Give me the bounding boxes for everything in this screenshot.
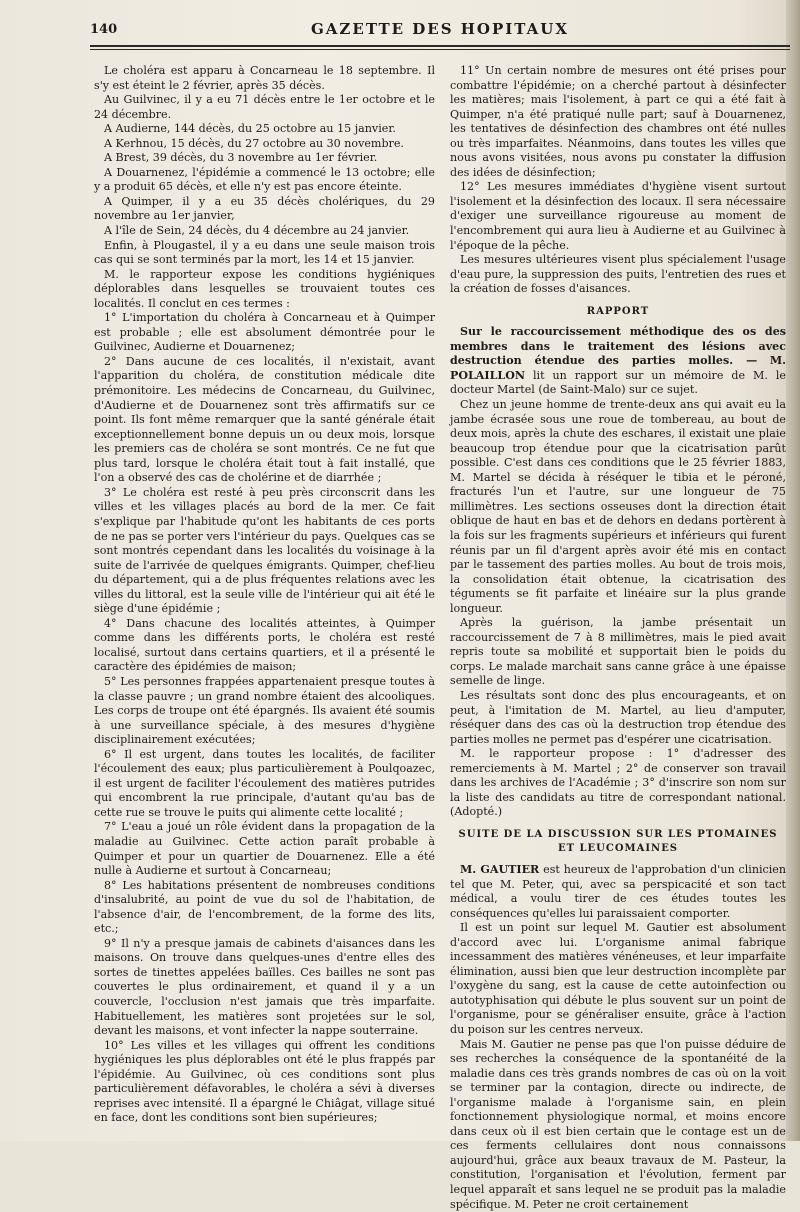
header-rule-thin [90,49,790,50]
paragraph: A Quimper, il y a eu 35 décès cholériques, du 29 novembre au 1er janvier, [94,194,435,223]
conclusion-item: 12° Les mesures immédiates d'hygiène visent surtout l'isolement et la désinfection des locaux. Il sera nécessaire d'exiger une surveillance rigoureuse au moment de l'encombrement qui aura lieu à Audierne et au Guilvinec à l'époque de la pêche. [450,180,786,252]
conclusion-item: 5° Les personnes frappées appartenaient presque toutes à la classe pauvre ; un grand nombre étaient des alcooliques. Les corps de troupe ont été épargnés. Ils avaient été soumis à une surveillance spéciale, à des mesures d'hygiène disciplinairement exécutées; [94,674,435,747]
discussion-author: M. GAUTIER [460,862,540,876]
paragraph: Les résultats sont donc des plus encourageants, et on peut, à l'imitation de M. Martel, au lieu d'amputer, réséquer dans des cas où la destruction trop étendue des parties molles ne permet pas d'espérer une cicatrisation. [450,688,786,746]
paragraph: A Brest, 39 décès, du 3 novembre au 1er février. [104,151,378,165]
rapport-lead-rest: lit un rapport sur un mémoire de M. le docteur Martel (de Saint-Malo) sur ce sujet. [450,368,786,397]
paragraph: Au Guilvinec, il y a eu 71 décès entre le 1er octobre et le 24 décembre. [94,93,435,121]
discussion-lead-paragraph [450,863,786,921]
paragraph: Le choléra est apparu à Concarneau le 18 septembre. Il s'y est éteint le 2 février, après 35 décès. [94,64,435,92]
page-binding-edge [786,0,800,1141]
paragraph: Chez un jeune homme de trente-deux ans qui avait eu la jambe écrasée sous une roue de tombereau, au bout de deux mois, après la chute des eschares, il existait une plaie beaucoup trop étendue pour que la cicatrisation parût possible. C'est dans ces conditions que le 25 février 1883, M. Martel se décida à réséquer le tibia et le péroné, fracturés l'un et l'autre, sur une longueur de 75 millimètres. Les sections osseuses dont la direction était oblique de haut en bas et de dehors en dedans portèrent à la fois sur les fragments supérieurs et inférieurs qui furent réunis par un fil d'argent après avoir été mis en contact par le tassement des parties molles. Au bout de trois mois, la consolidation était obtenue, la cicatrisation des téguments se fit parfaite et linéaire sur la plus grande longueur. [450,398,786,615]
header-rule [90,45,790,47]
paragraph: A Douarnenez, l'épidémie a commencé le 13 octobre; elle y a produit 65 décès, et elle n'y est pas encore éteinte. [94,165,435,194]
running-title: GAZETTE DES HOPITAUX [310,20,569,38]
paragraph: Il est un point sur lequel M. Gautier est absolument d'accord avec lui. L'organisme animal fabrique incessamment des matières vénéneuses, et leur imparfaite élimination, aussi bien que leur destruction incomplète par l'oxygène du sang, est la cause de cette autoinfection ou autotyphisation qui débute le plus souvent sur un point de l'organisme, pour se généraliser ensuite, grâce à l'action du poison sur les centres nerveux. [450,921,786,1036]
left-column [94,64,435,1126]
paragraph: A l'île de Sein, 24 décès, du 4 décembre au 24 janvier. [104,224,410,238]
paragraph: Mais M. Gautier ne pense pas que l'on puisse déduire de ses recherches la conséquence de la spontanéité de la maladie dans ces très grands nombres de cas où on la voit se terminer par la contagion, directe ou indirecte, de l'organisme malade à l'organisme sain, en plein fonctionnement physiologique normal, et moins encore dans ceux où il est bien certain que le contage est un de ces ferments cellulaires dont nous connaissons aujourd'hui, grâce aux beaux travaux de M. Pasteur, la constitution, l'organisation et l'évolution, ferment par lequel apparaît et sans lequel ne se produit pas la maladie spécifique. M. Peter ne croit certainement [450,1037,786,1211]
discussion-lead-rest: est heureux de l'approbation d'un clinicien tel que M. Peter, qui, avec sa perspicacité et son tact médical, a voulu tirer de ces études toutes les conséquences qu'elles lui paraissaient comporter. [450,862,786,920]
conclusion-item: 8° Les habitations présentent de nombreuses conditions d'insalubrité, au point de vue du sol de l'habitation, de l'absence d'air, de l'encombrement, de la forme des lits, etc.; [94,878,435,936]
page-header [90,18,790,40]
right-column [450,64,786,1212]
rapport-author: M. POLAILLON [450,354,786,382]
conclusion-item: 4° Dans chacune des localités atteintes, à Quimper comme dans les différents ports, le choléra est resté localisé, surtout dans certains quartiers, et il a présenté le caractère des épidémies de maison; [94,616,435,674]
rapport-lead: Sur le raccourcissement méthodique des os des membres dans le traitement des lésions avec destruction étendue des parties molles. — [450,325,786,368]
paragraph: M. le rapporteur propose : 1° d'adresser des remerciements à M. Martel ; 2° de conserver son travail dans les archives de l'Académie ; 3° d'inscrire son nom sur la liste des candidats au titre de correspondant national. (Adopté.) [450,747,786,819]
discussion-heading-line-2: ET LEUCOMAINES [557,843,679,855]
conclusion-item: 11° Un certain nombre de mesures ont été prises pour combattre l'épidémie; on a cherché partout à désinfecter les matières; mais l'isolement, à part ce qui a été fait à Quimper, n'a été pratiqué nulle part; sauf à Douarnenez, les tentatives de désinfection des chambres ont été nulles ou très imparfaites. Néanmoins, dans toutes les villes que nous avons visitées, nous avons pu constater la diffusion des idées de désinfection; [450,64,786,179]
paragraph: A Kerhnou, 15 décès, du 27 octobre au 30 novembre. [104,136,404,150]
discussion-heading-line-1: SUITE DE LA DISCUSSION SUR LES PTOMAINES [458,828,778,840]
conclusion-item: 3° Le choléra est resté à peu près circonscrit dans les villes et les villages placés au bord de la mer. Ce fait s'explique par l'habitude qu'ont les habitants de ces ports de ne pas se porter vers l'intérieur du pays. Quelques cas se sont montrés cependant dans les localités du voisinage à la suite de l'arrivée de quelques émigrants. Quimper, chef-lieu du département, qui a de plus fréquentes relations avec les villes du littoral, est la seule ville de l'intérieur qui ait été le siège d'une épidémie ; [94,485,435,616]
conclusion-item: 10° Les villes et les villages qui offrent les conditions hygiéniques les plus déplorables ont été le plus frappés par l'épidémie. Au Guilvinec, où ces conditions sont plus particulièrement défavorables, le choléra a sévi à diverses reprises avec intensité. Il a épargné le Chiâgat, village situé en face, dont les conditions sont bien supérieures; [94,1038,435,1125]
rapport-lead-paragraph [450,325,786,398]
conclusion-item: 6° Il est urgent, dans toutes les localités, de faciliter l'écoulement des eaux; plus particulièrement à Poulqoazec, il est urgent de faciliter l'écoulement des matières putrides qui encombrent la rue principale, d'autant qu'au bas de cette rue se trouve le puits qui alimente cette localité ; [94,747,435,819]
paragraph: Après la guérison, la jambe présentait un raccourcissement de 7 à 8 millimètres, mais le pied avait repris toute sa mobilité et supportait bien le poids du corps. Le malade marchait sans canne grâce à une épaisse semelle de linge. [450,616,786,688]
conclusion-item: 1° L'importation du choléra à Concarneau et à Quimper est probable ; elle est absolument démontrée pour le Guilvinec, Audierne et Douarnenez; [94,311,435,354]
paragraph: Les mesures ultérieures visent plus spécialement l'usage d'eau pure, la suppression des puits, l'entretien des rues et la création de fosses d'aisances. [450,253,786,296]
conclusion-item: 2° Dans aucune de ces localités, il n'existait, avant l'apparition du choléra, de constitution médicale dite prémonitoire. Les médecins de Concarneau, du Guilvinec, d'Audierne et de Douarnenez sont très affirmatifs sur ce point. Ils font même remarquer que la santé générale était exceptionnellement bonne depuis un ou deux mois, lorsque les premiers cas de choléra se sont montrés. Ce ne fut que plus tard, lorsque le choléra était tout à fait installé, que l'on a observé des cas de cholérine et de diarrhée ; [94,354,435,485]
paragraph: A Audierne, 144 décès, du 25 octobre au 15 janvier. [104,122,396,136]
paragraph: Enfin, à Plougastel, il y a eu dans une seule maison trois cas qui se sont terminés par la mort, les 14 et 15 janvier. [94,238,435,267]
discussion-heading [450,828,786,857]
conclusion-item: 7° L'eau a joué un rôle évident dans la propagation de la maladie au Guilvinec. Cette action paraît probable à Quimper et pour un quartier de Douarnenez. Elle a été nulle à Audierne et surtout à Concarneau; [94,820,435,878]
paragraph: M. le rapporteur expose les conditions hygiéniques déplorables dans lesquelles se trouvaient toutes ces localités. Il conclut en ces termes : [94,267,435,310]
conclusion-item: 9° Il n'y a presque jamais de cabinets d'aisances dans les maisons. On trouve dans quelques-unes d'entre elles des sortes de tinettes appelées baïlles. Ces bailles ne sont pas couvertes le plus ordinairement, et quand il y a un couvercle, l'occlusion n'est jamais que très imparfaite. Habituellement, les matières sont projetées sur le sol, devant les maisons, et vont infecter la nappe souterraine. [94,936,435,1038]
page-number: 140 [90,22,118,37]
rapport-heading: RAPPORT [586,305,650,317]
